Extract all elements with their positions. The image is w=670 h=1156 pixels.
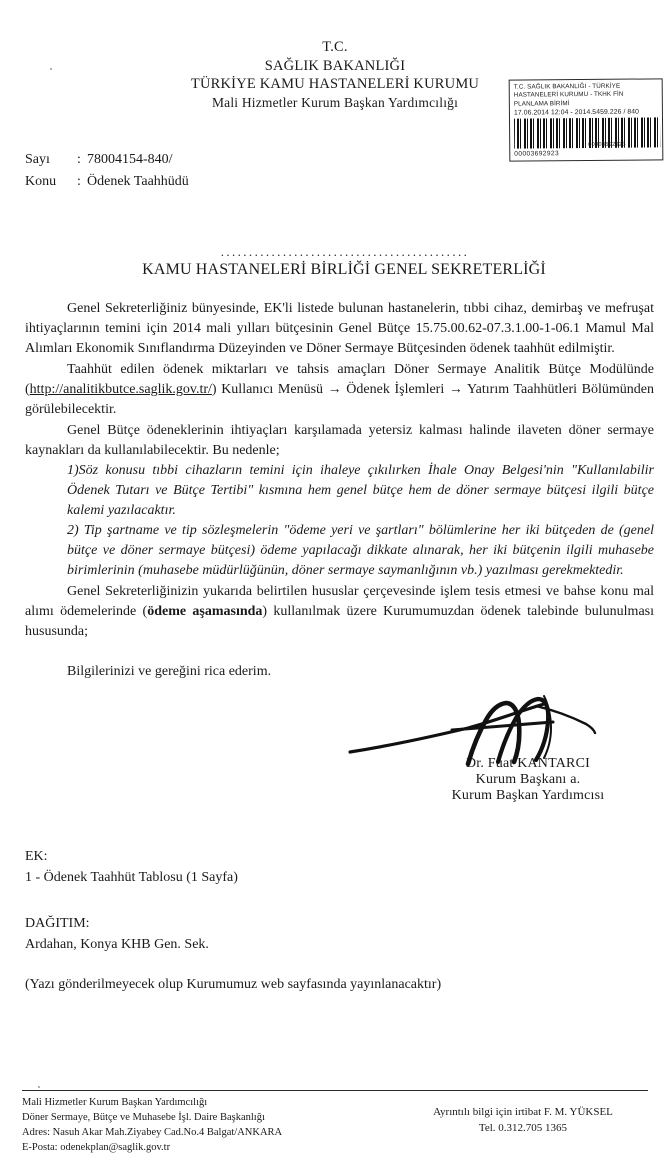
- header-line-tc: T.C.: [322, 39, 348, 55]
- distribution-recipients: Ardahan, Konya KHB Gen. Sek.: [25, 937, 209, 952]
- registration-stamp: [509, 78, 664, 161]
- body-paragraph-3: Genel Bütçe ödeneklerinin ihtiyaçları karşılamada yetersiz kalması halinde ilaveten döner sermaye kaynakları da kullanılabilecektir. Bu nedenle;: [25, 423, 654, 459]
- p2-pre-text: Taahhüt edilen ödenek miktarları ve tahsis amaçları Döner Sermaye Analitik Bütçe Modülünde (: [25, 362, 654, 398]
- sayi-label: Sayı: [25, 151, 50, 167]
- recipient-title: KAMU HASTANELERİ BİRLİĞİ GENEL SEKRETERLİĞİ: [142, 261, 546, 279]
- footer-address-block: [22, 1096, 398, 1156]
- header-line-ministry: SAĞLIK BAKANLIĞI: [264, 57, 406, 74]
- scan-speck: [50, 68, 52, 70]
- sayi-value: 78004154-840/: [87, 151, 173, 167]
- body-paragraph-2: [25, 360, 654, 420]
- p4-post-text: ) kullanılmak üzere Kurumumuzdan ödenek talebinde bulunulması hususunda;: [25, 603, 654, 639]
- header-line-department: Mali Hizmetler Kurum Başkan Yardımcılığı: [211, 94, 459, 110]
- stamp-org-line-2: HASTANELERİ KURUMU - TKHK FİN: [513, 90, 624, 99]
- footer-dept-2: Döner Sermaye, Bütçe ve Muhasebe İşl. Daire Başkanlığı: [22, 1111, 265, 1123]
- signature-block: [398, 698, 658, 804]
- p2-post-text: ) Kullanıcı Menüsü → Ödenek İşlemleri → Yatırım Taahhütleri Bölümünden görülebilecektir.: [25, 382, 654, 418]
- attachments-section: [25, 846, 238, 888]
- konu-value: Ödenek Taahhüdü: [87, 173, 189, 189]
- document-footer: [0, 1096, 670, 1156]
- sayi-separator: :: [77, 151, 81, 167]
- konu-separator: :: [77, 173, 81, 189]
- barcode-image: [514, 117, 660, 148]
- scan-speck: [38, 1086, 40, 1088]
- footer-phone: Tel. 0.312.705 1365: [478, 1121, 568, 1134]
- footer-dept-1: Mali Hizmetler Kurum Başkan Yardımcılığı: [22, 1097, 208, 1108]
- attachments-label: EK:: [25, 849, 48, 864]
- signer-title-line-2: Kurum Başkan Yardımcısı: [451, 788, 605, 803]
- konu-label: Konu: [25, 173, 57, 189]
- header-line-institution: TÜRKİYE KAMU HASTANELERİ KURUMU: [190, 76, 480, 93]
- stamp-datetime: 17.06.2014 12:04 - 2014.5459.226 / 840: [513, 108, 640, 117]
- distribution-section: [25, 913, 209, 955]
- body-paragraph-1: Genel Sekreterliğiniz bünyesinde, EK'li listede bulunan hastanelerin, tıbbi cihaz, demirbaş ve mefruşat ihtiyaçlarının temini için 2014 mali yılları bütçesinin Genel Bütçe 15.75.00.62-07.3.1.00-1-06.1 Mamul Mal Alımları Ekonomik Sınıflandırma Düzeyinden ve Döner Sermaye Bütçesinden ödenek taahhüt edilmiştir.: [25, 301, 654, 357]
- footer-contact-block: [398, 1096, 648, 1156]
- body-item-1: 1)Söz konusu tıbbi cihazların temini için ihaleye çıkılırken İhale Onay Belgesi'nin "Kullanılabilir Ödenek Tutarı ve Bütçe Tertibi" kısmına hem genel bütçe hem de döner sermaye bütçesi ilgili bütçe kalemi yazılacaktır.: [67, 463, 654, 519]
- analitik-butce-link[interactable]: http://analitikbutce.saglik.gov.tr/: [29, 382, 212, 398]
- barcode-number: 00003692923: [514, 150, 560, 158]
- closing-statement: Bilgilerinizi ve gereğini rica ederim.: [67, 663, 272, 679]
- body-paragraph-4: [25, 582, 654, 642]
- meta-row-konu: [25, 171, 670, 193]
- stamp-org-line-1: T.C. SAĞLIK BAKANLIĞI - TÜRKİYE: [513, 82, 621, 91]
- stamp-org-line-3: PLANLAMA BİRİMİ: [513, 99, 570, 108]
- document-body: [0, 299, 670, 641]
- footer-address: Adres: Nasuh Akar Mah.Ziyabey Cad.No.4 Balgat/ANKARA: [22, 1126, 283, 1138]
- p4-pre-text: Genel Sekreterliğinizin yukarıda belirtilen hususlar çerçevesinde işlem tesis etmesi ve bahse konu mal alımı ödemelerinde (: [25, 583, 654, 619]
- barcode-number-inner: 00003692923: [588, 141, 626, 148]
- p4-bold-text: ödeme aşamasında: [147, 603, 263, 619]
- distribution-label: DAĞITIM:: [25, 916, 90, 931]
- recipient-dots: ............................................: [220, 244, 470, 260]
- signer-name: Dr. Fuat KANTARCI: [466, 756, 590, 771]
- footer-contact-person: Ayrıntılı bilgi için irtibat F. M. YÜKSEL: [433, 1106, 613, 1118]
- footer-email: E-Posta: odenekplan@saglik.gov.tr: [22, 1141, 171, 1153]
- footer-divider: [22, 1090, 648, 1091]
- signer-title-line-1: Kurum Başkanı a.: [475, 772, 581, 787]
- publication-note: (Yazı gönderilmeyecek olup Kurumumuz web sayfasında yayınlanacaktır): [25, 977, 442, 992]
- body-item-2: 2) Tip şartname ve tip sözleşmelerin "ödeme yeri ve şartları" bölümlerine her iki bütçeden de (genel bütçe ve döner sermaye bütçesi) ödeme yapılacağı dikkate alınarak, her iki bütçenin ilgili muhasebe birimlerinin (muhasebe müdürlüğünün, döner sermaye saymanlığının vb.) yazılması gerekmektedir.: [67, 523, 654, 579]
- attachment-item: 1 - Ödenek Taahhüt Tablosu (1 Sayfa): [25, 870, 238, 885]
